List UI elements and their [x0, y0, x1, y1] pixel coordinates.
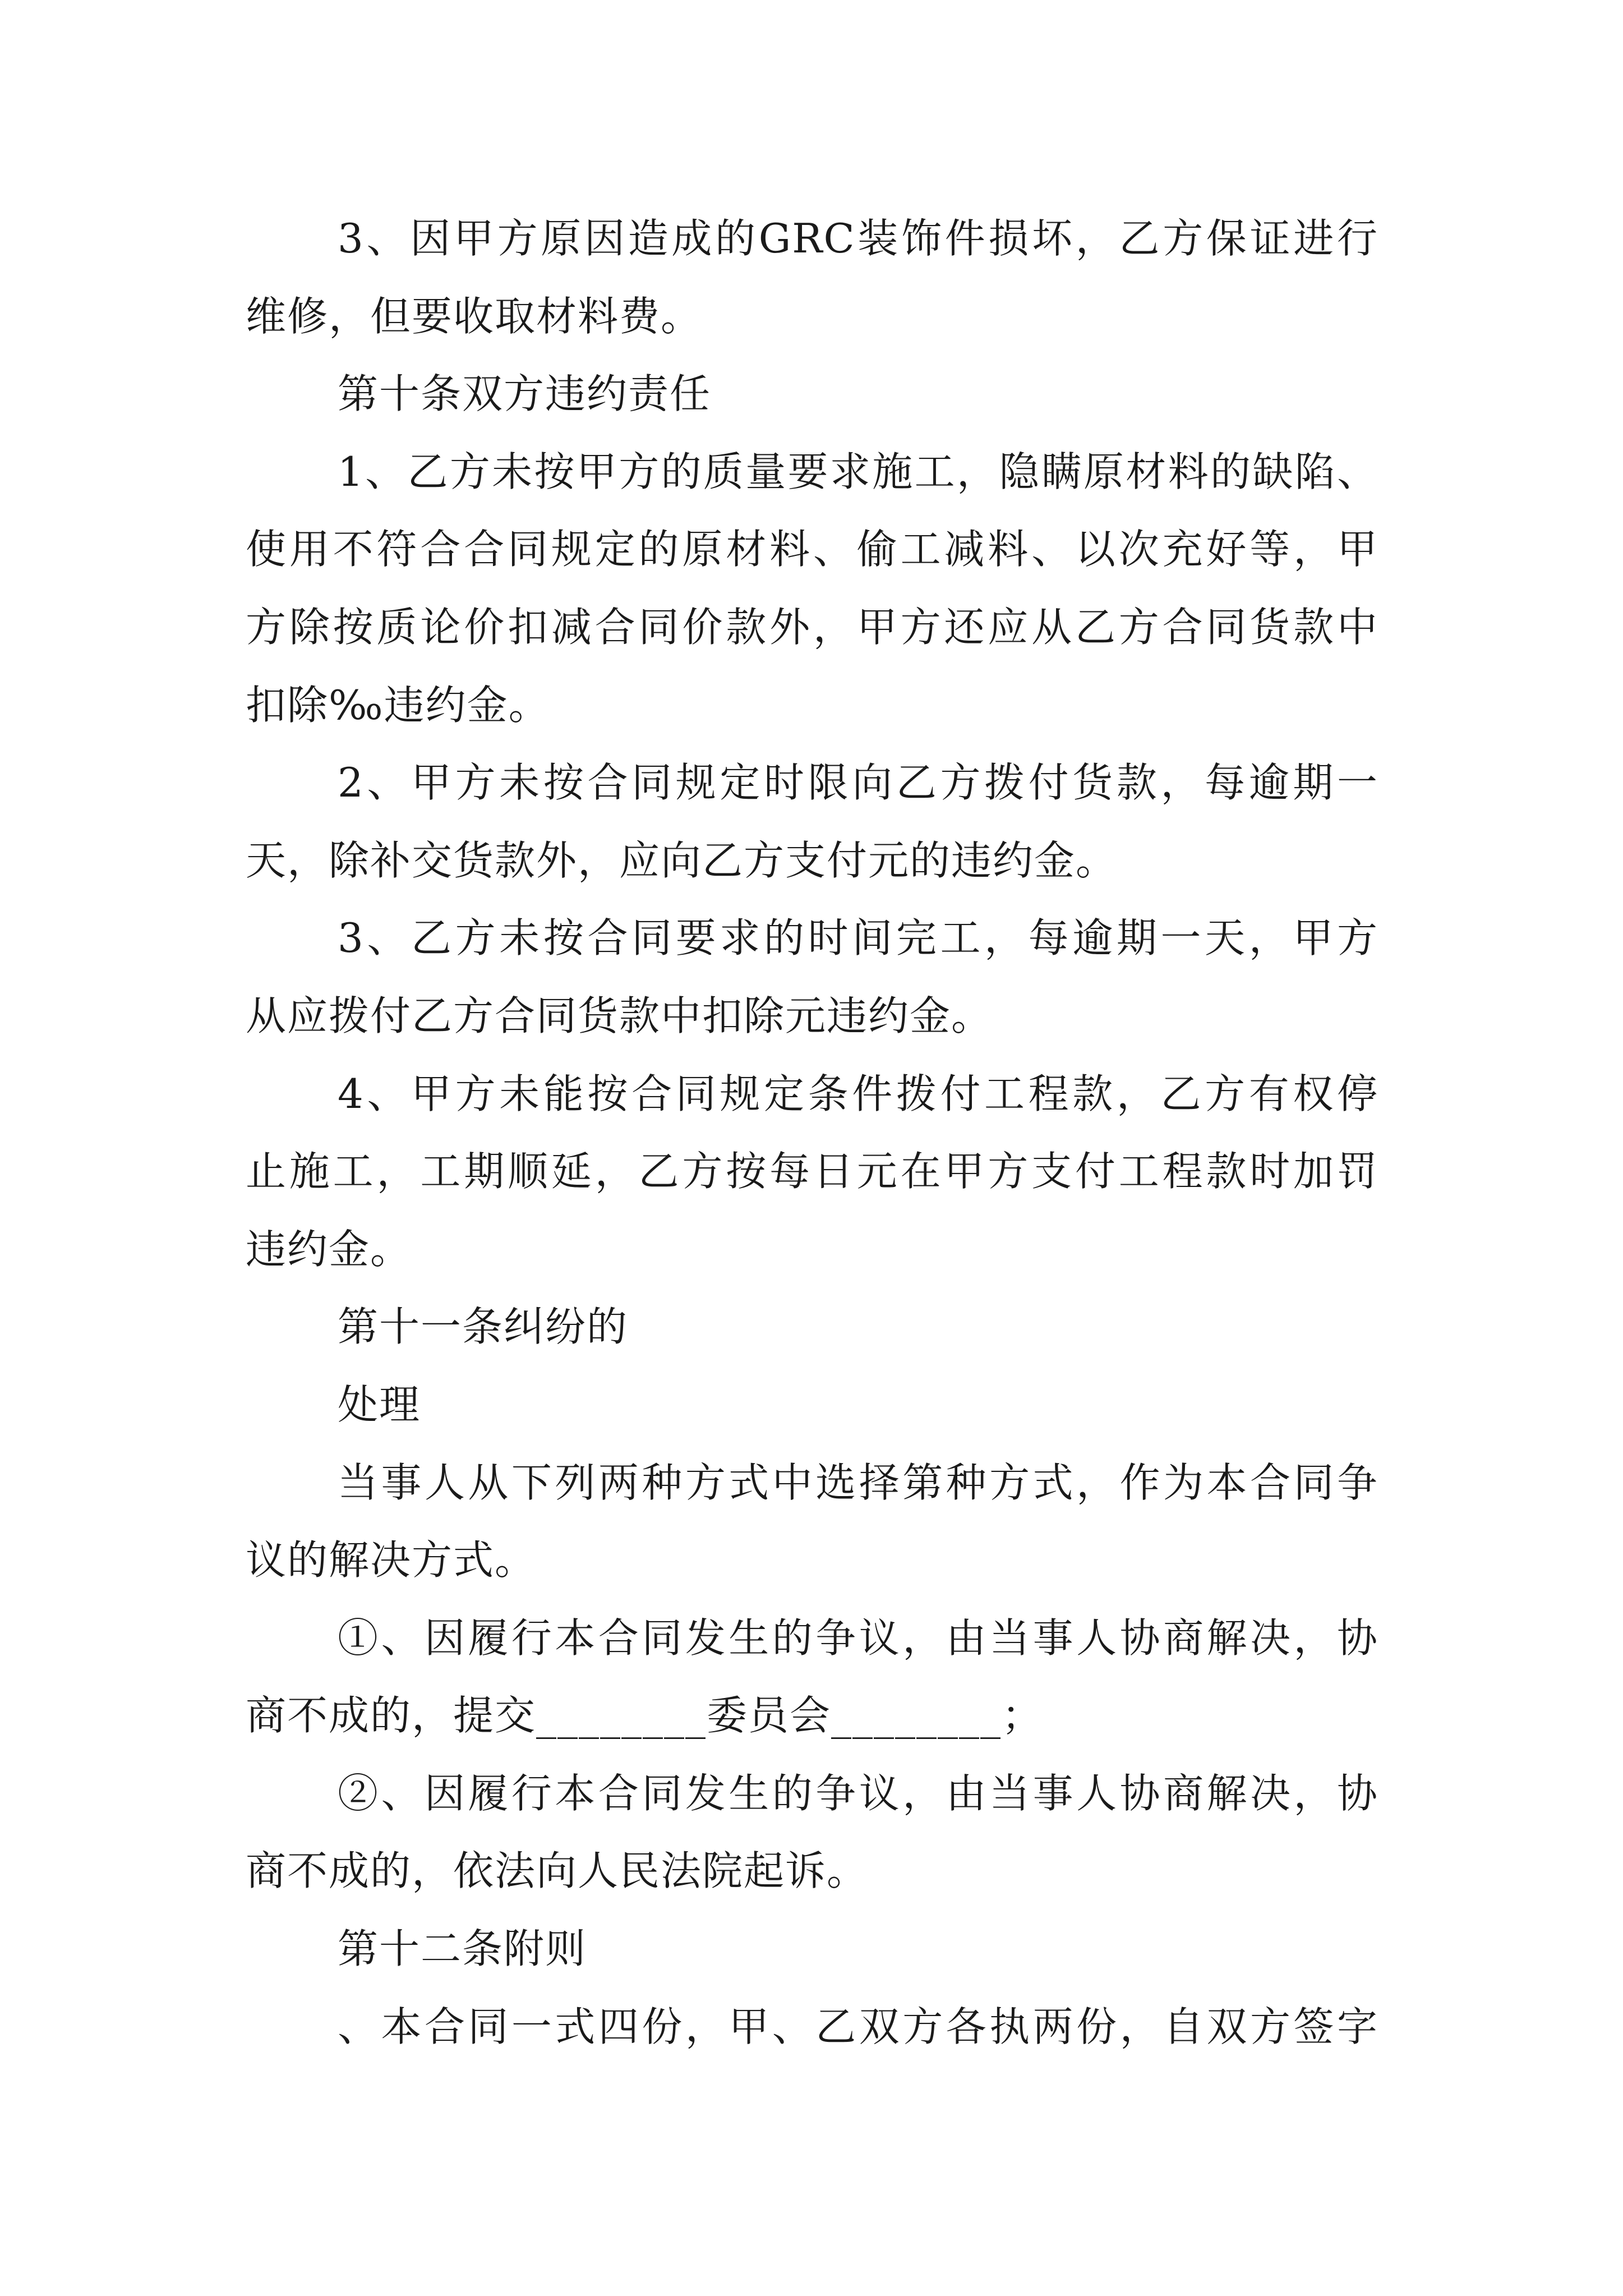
paragraph [246, 1988, 1378, 2066]
text-line: ①、因履行本合同发生的争议，由当事人协商解决，协 [338, 1614, 1378, 1662]
paragraph [246, 1055, 1378, 1289]
paragraph [246, 1755, 1378, 1910]
text-line: 商不成的，依法向人民法院起诉。 [246, 1847, 869, 1895]
text-line: 3、因甲方原因造成的GRC装饰件损坏，乙方保证进行 [338, 215, 1378, 262]
text-line: 4、甲方未能按合同规定条件拨付工程款，乙方有权停 [338, 1070, 1378, 1117]
text-line: 3、乙方未按合同要求的时间完工，每逾期一天，甲方 [338, 914, 1378, 962]
section-heading [246, 355, 1378, 433]
paragraph [246, 200, 1378, 355]
text-line: 违约金。 [246, 1225, 412, 1273]
paragraph [246, 1444, 1378, 1599]
text-line: 方除按质论价扣减合同价款外，甲方还应从乙方合同货款中 [246, 603, 1378, 651]
text-line: 第十条双方违约责任 [338, 370, 712, 418]
text-line: 1、乙方未按甲方的质量要求施工，隐瞒原材料的缺陷、 [338, 448, 1378, 495]
text-line: 扣除‰违约金。 [246, 681, 550, 729]
text-line: 天，除补交货款外，应向乙方支付元的违约金。 [246, 836, 1118, 884]
section-heading [246, 1366, 1378, 1444]
text-line: 、本合同一式四份，甲、乙双方各执两份，自双方签字 [338, 2003, 1378, 2050]
document-body [246, 200, 1378, 2065]
text-line: 处理 [338, 1381, 421, 1428]
text-line: 商不成的，提交________委员会________； [246, 1692, 1044, 1740]
text-line: 当事人从下列两种方式中选择第种方式，作为本合同争 [338, 1458, 1378, 1506]
text-line: 从应拨付乙方合同货款中扣除元违约金。 [246, 992, 993, 1039]
text-line: 维修，但要收取材料费。 [246, 292, 703, 340]
text-line: 使用不符合合同规定的原材料、偷工减料、以次充好等，甲 [246, 526, 1378, 573]
text-line: ②、因履行本合同发生的争议，由当事人协商解决，协 [338, 1769, 1378, 1817]
text-line: 第十二条附则 [338, 1925, 587, 1973]
paragraph [246, 899, 1378, 1055]
paragraph [246, 744, 1378, 899]
text-line: 止施工，工期顺延，乙方按每日元在甲方支付工程款时加罚 [246, 1148, 1378, 1195]
paragraph [246, 433, 1378, 744]
text-line: 议的解决方式。 [246, 1536, 537, 1584]
text-line: 2、甲方未按合同规定时限向乙方拨付货款，每逾期一 [338, 759, 1378, 807]
section-heading [246, 1910, 1378, 1988]
section-heading [246, 1288, 1378, 1366]
text-line: 第十一条纠纷的 [338, 1303, 629, 1351]
paragraph [246, 1599, 1378, 1755]
